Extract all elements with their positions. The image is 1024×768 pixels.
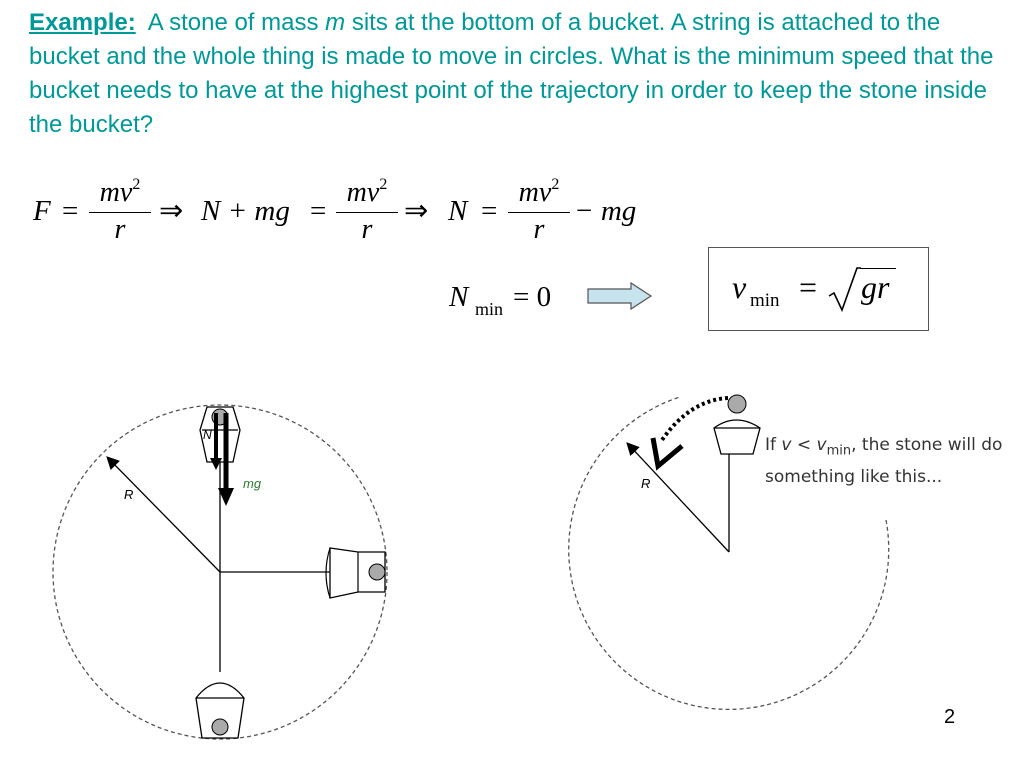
eq-mv-1: mv [99, 177, 133, 208]
eq-sq-3: 2 [551, 176, 560, 193]
vmin-equals: = [799, 269, 818, 305]
problem-text-1: A stone of mass [135, 9, 326, 36]
nmin-N: N [449, 281, 469, 313]
vmin-sub: min [750, 290, 780, 311]
eq-r-2: r [361, 214, 373, 246]
eq-equals-1: = [62, 195, 79, 227]
label-R-left: R [124, 487, 134, 502]
eq-equals-2: = [310, 195, 327, 227]
vmin-v: v [732, 269, 747, 305]
bucket-bottom-icon [196, 683, 244, 738]
page-number: 2 [944, 706, 956, 728]
eq-mv-3: mv [518, 177, 552, 208]
label-mg: mg [243, 476, 262, 491]
label-N: N [203, 428, 212, 442]
eq-mv-2: mv [346, 177, 380, 208]
eq-equals-3: = [481, 195, 498, 227]
bucket-right-icon [326, 548, 385, 598]
eq-minus-mg: − mg [574, 195, 637, 227]
eq-sq-1: 2 [132, 176, 141, 193]
eq-sq-2: 2 [379, 176, 388, 193]
eq-N-plus-mg: N + mg [201, 195, 290, 227]
mass-variable: m [325, 9, 346, 36]
implies-2: ⇒ [404, 195, 429, 227]
stone-arrowhead-icon [653, 438, 682, 466]
left-radius-arrow [108, 458, 220, 572]
eq-N: N [448, 195, 468, 227]
nmin-rhs: = 0 [513, 281, 552, 313]
example-label: Example: [29, 9, 136, 36]
right-radius-arrow [628, 444, 729, 552]
stone-note: If $v < v_{min}$, the stone will do something like this... [765, 435, 1003, 488]
label-R-right: R [641, 476, 651, 491]
vmin-radicand: gr [861, 269, 890, 305]
implies-1: ⇒ [159, 195, 184, 227]
nmin-sub: min [475, 299, 504, 319]
eq-F: F [33, 195, 51, 227]
eq-r-1: r [114, 214, 126, 246]
eq-r-3: r [533, 214, 545, 246]
bucket-right-top-icon [714, 395, 760, 454]
problem-text-2: sits at the bottom of a bucket. A string is attached to the bucket and the whole thing is made to move in circles. What is the minimum speed that the bucket needs to have at the highest point of the trajectory in order to keep the stone inside the bucket? [29, 9, 994, 138]
left-circle-diagram [53, 405, 387, 739]
